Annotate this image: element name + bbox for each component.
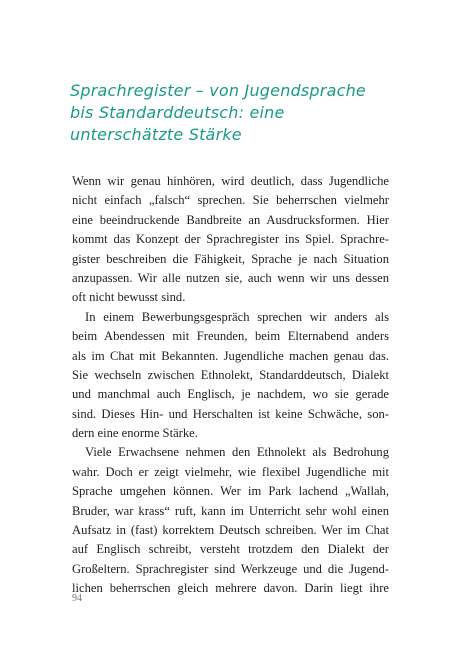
text-line: Aufsatz in (fast) korrektem Deutsch schreiben. Wer im Chat	[72, 523, 389, 538]
text-line: beim Abendessen mit Freunden, beim Elternabend anders	[72, 329, 389, 344]
text-line: als im Chat mit Bekannten. Jugendliche machen genau das.	[72, 348, 389, 363]
text-line: Viele Erwachsene nehmen den Ethnolekt als Bedrohung	[85, 445, 389, 460]
text-line: Sprache umgehen können. Wer im Park lachend „Wallah,	[72, 484, 389, 499]
text-line: dern eine enorme Stärke.	[72, 426, 198, 441]
text-line: sind. Dieses Hin- und Herschalten ist keine Schwäche, son-	[72, 406, 389, 421]
text-line: nicht einfach „falsch“ sprechen. Sie beherrschen vielmehr	[72, 193, 389, 208]
text-line: oft nicht bewusst sind.	[72, 290, 186, 305]
page-number: 94	[72, 593, 82, 604]
chapter-heading	[70, 80, 400, 146]
paragraph-1	[72, 172, 389, 308]
text-line: lichen beherrschen gleich mehrere davon. Darin liegt ihre	[72, 581, 389, 596]
text-line: wahr. Doch er zeigt vielmehr, wie flexibel Jugendliche mit	[72, 464, 389, 479]
text-line: und manchmal auch Englisch, je nachdem, wo sie gerade	[72, 387, 389, 402]
text-line: kommt das Konzept der Sprachregister ins Spiel. Sprachre-	[72, 232, 389, 247]
chapter-heading-line: bis Standarddeutsch: eine	[70, 103, 285, 122]
text-line: eine beeindruckende Bandbreite an Ausdrucksformen. Hier	[72, 212, 389, 227]
chapter-heading-line: Sprachregister – von Jugendsprache	[70, 81, 366, 100]
text-line: Sie wechseln zwischen Ethnolekt, Standarddeutsch, Dialekt	[72, 367, 389, 382]
paragraph-3	[72, 443, 389, 598]
paragraph-2	[72, 308, 389, 444]
text-line: auf Englisch schreibt, versteht trotzdem den Dialekt der	[72, 542, 389, 557]
text-line: Wenn wir genau hinhören, wird deutlich, dass Jugendliche	[72, 174, 389, 188]
text-line: anzupassen. Wir alle nutzen sie, auch wenn wir uns dessen	[72, 270, 389, 285]
text-line: In einem Bewerbungsgespräch sprechen wir anders als	[85, 309, 389, 324]
text-line: gister beschreiben die Fähigkeit, Sprache je nach Situation	[72, 251, 389, 266]
body-text	[72, 172, 389, 599]
text-line: Großeltern. Sprachregister sind Werkzeuge und die Jugend-	[72, 561, 389, 576]
chapter-heading-line: unterschätzte Stärke	[70, 125, 242, 144]
text-line: Bruder, war krass“ ruft, kann im Unterricht sehr wohl einen	[72, 503, 389, 518]
